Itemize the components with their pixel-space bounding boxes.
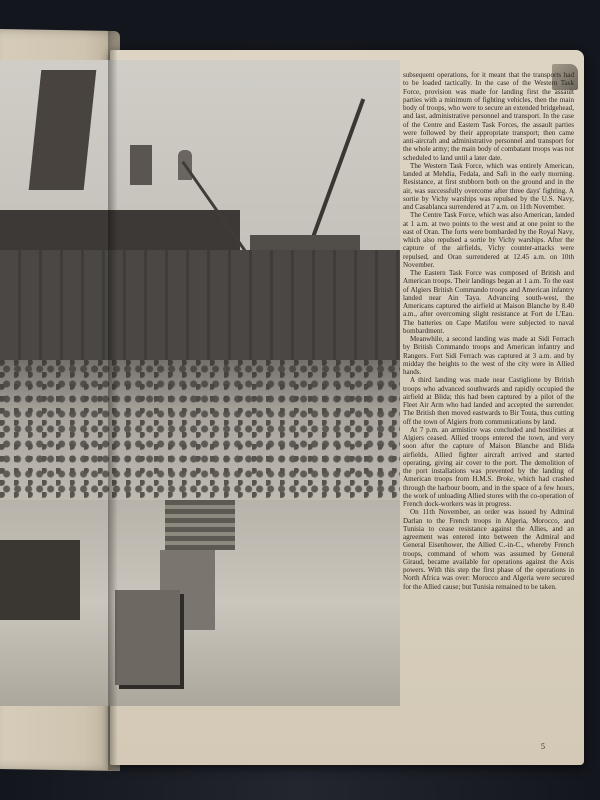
page-number: 5 — [541, 742, 545, 751]
paragraph-with-ship-name — [403, 426, 574, 509]
paragraph: On 11th November, an order was issued by Admiral Darlan to the French troops in Algeria, Morocco, and Tunisia to cease resistance against the Allies, and an agreement was entered into between the Admiral and General Eisenhower, the Allied C.-in-C., whereby French troops, command of whom was assumed by General Giraud, became available for operations against the Axis powers. With this step the first phase of the operations in North Africa was over: Morocco and Algeria were secured for the Allied cause; but Tunisia remained to be taken. — [403, 508, 574, 591]
paragraph: The Western Task Force, which was entirely American, landed at Mehdia, Fedala, and Safi in the early morning. Resistance, at first stubborn both on the ground and in the air, was successfully overcome after three days' fighting. A sortie by Vichy warships was repulsed by the U.S. Navy, and Casablanca surrendered at 7 a.m. on 11th November. — [403, 161, 574, 211]
ship-name: Broke — [496, 475, 514, 484]
book-spine-shadow — [108, 30, 122, 770]
article-text-column — [403, 71, 574, 591]
paragraph: subsequent operations, for it meant that the transports had to be loaded tactically. In the case of the Western Task Force, provision was made for landing first the assault parties with a minimum of fighting vehicles, then the main body of troops, who were to secure an extended bridgehead, and last, administrative personnel and transport. In the case of the Centre and Eastern Task Forces, the assault parties were followed by their appropriate transport; then came anti-aircraft and administrative personnel and transport for the whole army; the main body of combatant troops was not scheduled to land until a later date. — [403, 71, 574, 162]
paragraph: The Centre Task Force, which was also American, landed at 1 a.m. at two points to the west and at one point to the east of Oran. The forts were bombarded by the Royal Navy, which also repulsed a sortie by Vichy warships. After the capture of the airfields, Vichy counter-attacks were repulsed, and Oran surrendered at 12.45 a.m. on 10th November. — [403, 211, 574, 269]
paragraph-text: , which had crashed through the harbour boom, and in the space of a few hours, the work of unloading Allied stores with the co-operation of French dock-workers was in progress. — [403, 475, 575, 508]
paragraph: The Eastern Task Force was composed of British and American troops. Their landings began at 1 a.m. To the east of Algiers British Commando troops and American infantry landed near Ain Taya. Advancing south-west, the Americans captured the airfield at Maison Blanche by 8.40 a.m., after overcoming slight resistance at Fort de L'Eau. The batteries on Cape Matifou were subjected to naval bombardment. — [403, 269, 574, 335]
harbour-photograph — [0, 60, 400, 706]
stacked-supplies — [0, 540, 80, 620]
paragraph: Meanwhile, a second landing was made at Sidi Ferrach by British Commando troops and American infantry and Rangers. Fort Sidi Ferrach was captured at 3 a.m. and by midday the heights to the west of the city were in Allied hands. — [403, 335, 574, 376]
stacked-crates — [165, 500, 235, 550]
troop-crowd — [0, 360, 400, 500]
ship-hull — [0, 250, 400, 360]
paragraph: A third landing was made near Castiglione by British troops who advanced southwards and rapidly occupied the airfield at Blida; this had been captured by a pilot of the Fleet Air Arm who had landed and accepted the surrender. The British then moved eastwards to Bir Touta, thus cutting off the town of Algiers from communications by land. — [403, 376, 574, 426]
paragraph-text: At 7 p.m. an armistice was concluded and hostilities at Algiers ceased. Allied troops entered the town, and very soon after the capture of Maison Blanche and Blida airfields, Allied fighter aircraft arrived and started operating, giving air cover to the port. The demolition of the port installations was prevented by the landing of American troops from H.M.S. — [403, 425, 574, 484]
wooden-hut — [115, 590, 180, 685]
ship-funnel — [130, 145, 152, 185]
